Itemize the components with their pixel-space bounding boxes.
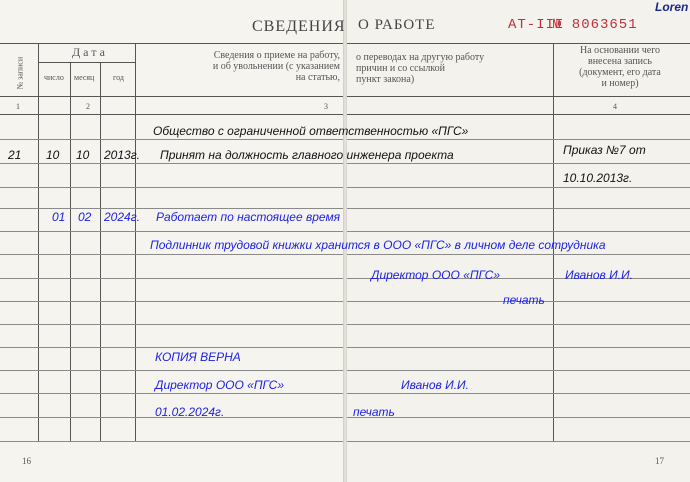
row-line <box>347 347 690 348</box>
col3-left-3: на статью, <box>295 72 340 83</box>
col4-2: внесена запись <box>587 56 652 67</box>
entry-works: Работает по настоящее время <box>156 210 341 224</box>
title-right: О РАБОТЕ <box>358 17 436 33</box>
row-line <box>0 187 343 188</box>
entry-stamp: печать <box>503 293 545 307</box>
entry-year-2: 2024г. <box>104 210 140 224</box>
entry-director-2-name: Иванов И.И. <box>401 378 469 392</box>
col-day: число <box>44 73 64 82</box>
entry-hired-text: Принят на должность главного инженера проекта <box>160 148 454 162</box>
col-num-4: 4 <box>613 102 617 111</box>
row-line <box>347 441 690 442</box>
col-line-2 <box>70 62 71 441</box>
entry-director-name: Иванов И.И. <box>565 268 633 282</box>
entry-day-2: 01 <box>52 210 66 224</box>
row-line <box>347 163 690 164</box>
serial-series: АТ-III <box>508 17 565 33</box>
entry-month-2: 02 <box>78 210 92 224</box>
row-line <box>0 231 343 232</box>
header-bottom-line <box>0 96 343 97</box>
row-line <box>347 324 690 325</box>
entry-director: Директор ООО «ПГС» <box>371 268 500 282</box>
date-sub-line <box>38 62 135 63</box>
row-line <box>0 301 343 302</box>
row-line <box>347 417 690 418</box>
col-record-number: № записи <box>15 56 25 90</box>
row-line <box>347 370 690 371</box>
row-line <box>347 254 690 255</box>
page-number-right: 17 <box>655 456 664 466</box>
row-line <box>0 254 343 255</box>
col-line-4 <box>135 43 136 441</box>
entry-year: 2013г. <box>104 148 140 162</box>
row-line <box>0 139 343 140</box>
col3-right-1: о переводах на другую работу <box>356 52 485 63</box>
col-date-title: Дата <box>72 45 108 59</box>
table-top-line <box>0 43 343 44</box>
serial-number: № 8063651 <box>553 17 638 33</box>
row-line <box>347 208 690 209</box>
numbers-bottom-line-right <box>347 114 690 115</box>
entry-basis-1: Приказ №7 от <box>563 143 646 157</box>
entry-record-number: 21 <box>8 148 22 162</box>
col4-1: На основании чего <box>579 45 661 56</box>
corner-text: Loren <box>655 0 689 14</box>
col-year: год <box>113 73 124 82</box>
row-line <box>0 208 343 209</box>
header-bottom-line-right <box>347 96 690 97</box>
row-line <box>0 163 343 164</box>
entry-organization: Общество с ограниченной ответственностью «ПГС» <box>153 124 469 138</box>
col3-right-2: причин и со ссылкой <box>356 63 446 74</box>
col-num-1: 1 <box>16 102 20 111</box>
entry-month: 10 <box>76 148 90 162</box>
row-line <box>0 347 343 348</box>
title-left: СВЕДЕНИЯ <box>252 18 346 35</box>
col3-right-3: пункт закона) <box>356 74 415 85</box>
row-line <box>0 324 343 325</box>
row-line <box>347 187 690 188</box>
row-line <box>0 441 343 442</box>
numbers-bottom-line <box>0 114 343 115</box>
row-line <box>0 393 343 394</box>
entry-director-2: Директор ООО «ПГС» <box>155 378 284 392</box>
col3-left-2: и об увольнении (с указанием <box>212 61 340 72</box>
row-line <box>347 231 690 232</box>
col4-4: и номер) <box>601 78 639 89</box>
col-month: месяц <box>74 73 95 82</box>
col-line-1 <box>38 43 39 441</box>
row-line <box>0 278 343 279</box>
entry-copy-certified: КОПИЯ ВЕРНА <box>155 350 241 364</box>
row-line <box>347 393 690 394</box>
page-number-left: 16 <box>22 456 31 466</box>
col-line-3 <box>100 62 101 441</box>
entry-basis-2: 10.10.2013г. <box>563 171 633 185</box>
entry-stamp-2: печать <box>353 405 395 419</box>
table-top-line-right <box>347 43 690 44</box>
col-num-2: 2 <box>86 102 90 111</box>
entry-original: Подлинник трудовой книжки хранится в ООО «ПГС» в личном деле сотрудника <box>150 238 606 252</box>
row-line <box>0 370 343 371</box>
row-line <box>347 139 690 140</box>
col-num-3: 3 <box>324 102 328 111</box>
entry-day: 10 <box>46 148 60 162</box>
col4-3: (документ, его дата <box>579 67 661 78</box>
entry-date-2: 01.02.2024г. <box>155 405 225 419</box>
col3-left-1: Сведения о приеме на работу, <box>213 50 340 61</box>
